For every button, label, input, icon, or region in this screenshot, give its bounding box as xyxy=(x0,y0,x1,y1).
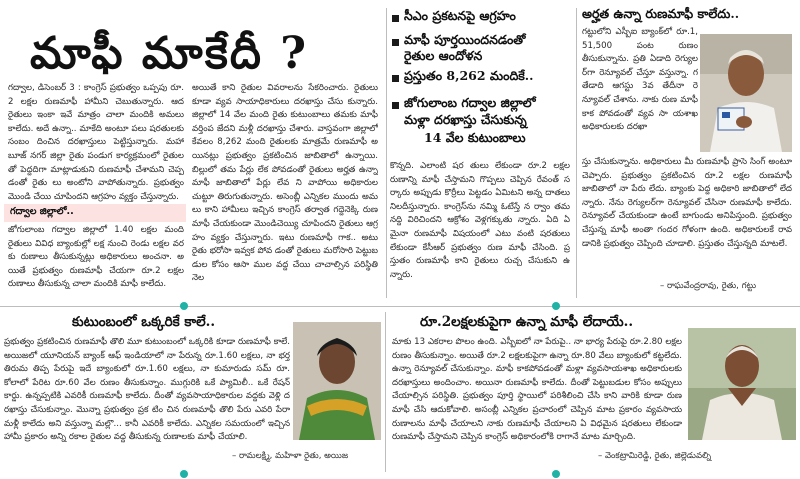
pin-icon xyxy=(552,302,560,310)
bottom-right-story-title: రూ.2లక్షలకుపైగా ఉన్నా మాఫీ లేదాయే.. xyxy=(420,314,634,330)
highlights-box xyxy=(390,6,570,166)
farmer-photo-right xyxy=(700,34,792,152)
farmer-photo-woman xyxy=(293,322,381,440)
bottom-left-story-text: ప్రభుత్వం ప్రకటించిన రుణమాఫీ తొలి మూ కుటుంబంలో ఒక్కరికి కూడా రుణమాఫీ కాలే. అయిజలో యూనియన్ బ్యాంక్ ఆఫ్ ఇండియాలో నా పేరున్న రూ.1.60 లక్షలు, నా భర్త తిరుమ తిప్ప పేరుపై ఇదే బ్యాంకులో రూ.1.60 లక్షలు, నా కుమారుడు సమ్ రూ.కోలాలో పేరిట రూ.60 వేల రుణం తీసుకున్నాం. ముగ్గురికి ఒకే ప్యామిలీ.. ఒకే రేషన్ కార్డు. ఉన్నప్పటికి ఎవరికీ రుణమాఫీ కాలేదు. దీంతో వ్యవసాయాధికారుల వద్దకు వెళ్లి దరఖాస్తు చేసుకున్నాం. మొన్నా ప్రభుత్వం ప్రక టిం చిన రుణమాఫీ తొలి పేరు ఎవరి పేరా మళ్లీ కాలేదు అని వస్తున్నా మల్లొ... కానీ ఎవరికీ కాలేదు. ఎన్నికల సమయంలో ఇచ్చిన హామీ ప్రకారం అన్ని రకాల రైతుల వద్ద తీసుకున్న రుణాలకు మాఫీ చేయాలి. xyxy=(4,337,290,443)
pin-icon xyxy=(180,302,188,310)
lead-subhead: గద్వాల జిల్లాలో.. xyxy=(10,206,74,217)
lead-paragraph: గద్వాల, డిసెంబర్ 3 : కాంగ్రెస్ ప్రభుత్వం ఒప్పపు రూ.2 లక్షల రుణమాఫీ హామీని చెబుతున్నారు. ఆద రైతులు ఇంకా ఇవే మాత్రం చాలా మందికి అమలు కాలేదు. అదే ఉన్నా.. మాకేది అంటూ పలు షరతులకు సంబం దించిన దరఖాస్తులు పెట్టిస్తున్నారు. మహా బూజ్ నగర్ జిల్లా రైతు పండుగ కార్యక్రమంలో రైతులతో పెద్దదిగా మాట్లాడుకుని రుణమాఫీ చేశామని చెప్పడంతో రైతు లు అంటోని వాపోతున్నారు. ప్రభుత్వం మొండి చేయి చూపిందని ఆగ్రహం వ్యక్తం చేస్తున్నారు. xyxy=(8,83,184,202)
highlight-3: ప్రస్తుతం 8,262 మందికే.. xyxy=(404,68,534,83)
highlight-2-line-2: రైతుల ఆందోళన xyxy=(404,48,483,63)
right-story-text-top: గట్టులోని ఎస్బీఐ బ్యాంక్‌లో రూ.1,51,500 పంట రుణం తీసుకున్నాను. ప్రతి ఏడాది రెగ్యులర్‌గా రెన్యూవల్ చేస్తూ వస్తున్నా. గ తేడాది ఆగస్టు 3వ తేదీనా రె న్యూవల్ చేశాను. నాకు రుణ మాఫీ కాక పోవడంతో వ్యవ సా యశాఖ అధికారులకు దరఖా xyxy=(582,27,698,133)
lead-paragraph-2: జోగులాంబ గద్వాల జిల్లాలో 1.40 లక్షల మంది రైతులు వివిధ బ్యాంకుల్లో లక్ష నుంచి రెండు లక్షల వరకు రుణాలు తీసుకున్నట్లు అధికారులు అంచనా. అయితే ప్రభుత్వం రుణమాఫీ చేయగా రూ.2 లక్షల రుణాలు తీసుకున్న చాలా మందికి మాఫీ కాలేదు. xyxy=(8,225,184,290)
highlight-4-line-3: 14 వేల కుటుంబాలు xyxy=(424,130,526,145)
highlight-1: సీఎం ప్రకటనపై ఆగ్రహం xyxy=(404,8,516,23)
right-story-byline: – రాఘవేంద్రరావు, రైతు, గట్టు xyxy=(660,281,757,291)
headline: మాఫీ మాకేదీ ? xyxy=(30,28,309,79)
highlight-2-line-1: మాఫీ పూర్తయిందనడంతో xyxy=(404,32,526,47)
highlight-4-line-1: జోగులాంబ గద్వాల జిల్లాలో xyxy=(404,95,536,110)
right-story-text-bottom: స్తు చేసుకున్నాను. అధికారులు మీ రుణమాఫీ ప్రాసె సింగ్ అంటూ చెప్పారు. ప్రభుత్వం ప్రకటించిన రూ.2 లక్షల రుణమాఫీ జాబితాలో నా పేరు లేదు. బ్యాంకు పెద్ద అధికారి జాబితాలో లేదన్నారు. నేను రెగ్యులర్‌గా రెన్యూవల్ చేసినా రుణమాఫీ కాలేదు. రెన్యూవల్ చేయకుండా ఉంటే బాగుండు అనిపిస్తుంది. ప్రభుత్వం చేస్తున్న మాఫీ అంతా గందర గోళంగా ఉంది. అధికారులకే రావడానికి ప్రభుత్వం చెప్పింది చూడాలి. ప్రస్తుతం చేస్తున్నది మాటలే. xyxy=(582,157,792,249)
center-lower-paragraph: కొన్నది. ఎలాంటి షర తులు లేకుండా రూ.2 లక్షల రుణాన్ని మాఫీ చేస్తామని గొప్పలు చెప్పిన రేవంత్ సర్కారు అప్పుడు కొర్రీలు పెట్టడం ఏమిటని అన్న దాతలు నిలదీస్తున్నారు. కాంగ్రెస్‌ను నమ్మి ఓటేస్తే న ర్వాం తమ నద్ది విరిచిందని ఆక్రోశం వెళ్లగక్కుతు న్నారు. ఏది ఏమైనా రుణమాఫీ విషయంలో ఎటు వంటి షరతులు లేకుండా కేసీఆర్ ప్రభుత్వం రుణ మాఫీ చేసింది. ప్రస్తుతం రుణమాఫీ కాని రైతులు రుచ్చ చేసుకుని ఉన్నారు. xyxy=(390,161,570,280)
bottom-right-story-byline: – వెంకట్రామిరెడ్డి, రైతు, జిల్లెడువల్ని xyxy=(598,451,712,461)
farmer-photo-old-man xyxy=(688,328,796,440)
highlight-4-line-2: మళ్లా దరఖాస్తు చేసుకున్న xyxy=(404,112,527,127)
pin-icon xyxy=(552,470,560,478)
right-story-title: అర్హత ఉన్నా రుణమాఫీ కాలేదు.. xyxy=(582,6,740,21)
bottom-left-story-title: కుటుంబంలో ఒక్కరికే కాలే.. xyxy=(72,314,216,330)
pin-icon xyxy=(180,470,188,478)
bottom-left-story-byline: – రామలక్ష్మి, మహిళా రైతు, అయిజ xyxy=(232,451,349,461)
bottom-right-story-text: మాకు 13 ఎకరాల పొలం ఉంది. ఎస్బీఐలో నా పేరుపై.. నా భార్య పేరుపై రూ.2.80 లక్షల రుణం తీసుకున్నాం. అయితే రూ.2 లక్షలకుపైగా ఉన్నా రూ.80 వేలు బ్యాంకులో కట్టలేదు. ఉన్నా రెన్యూవల్ చేసుకున్నాం. మాఫీ కాకపోవడంతో మళ్లా వ్యవసాయశాఖ అధికారులకు దరఖాస్తులు అందించాం. అయినా రుణమాఫీ కాలేదు. దీంతో పెట్టుబడుల కోసం అప్పులు చేయాల్సిన పరిస్థితి. ప్రభుత్వం పూర్తి స్థాయిలో పరిశీలించి చేసి కాని వారికి కూడా రుణమాఫీ చేసి ఆదుకోవాలి. అసంబ్లీ ఎన్నికల ప్రచారంలో చెప్పిన మాట ప్రకారం వ్యవసాయ రుణాలను మాఫీ చేయాలని నాకు రుణమాఫీ చేయాలని ఏ విధమైన షరతులు లేకుండా రుణమాఫీ చేస్తామని చెప్పిన కాంగ్రెస్ అధికారంలోకి రాగానే మాట మార్చింది. xyxy=(392,337,682,443)
middle-paragraph: అయితే కాని రైతుల వివరాలను సేకరించారు. రైతులు కూడా వ్యవ సాయాధికారులు దరఖాస్తు చేసు కున్నారు. జిల్లాలో 14 వేల మంది రైతు కుటుంబాలు తమకు మాఫీ వర్తింప జేదని మళ్లీ దరఖాస్తు చేశారు. వాస్తవంగా జిల్లాలో కేవలం 8,262 మంది రైతులకు మాత్రమే రుణమాఫీ అయినట్లు ప్రభుత్వం ప్రకటించిన జాబితాలో ఉన్నాయి. బిల్లులో తమ పేర్లు లేక పోవడంతో రైతులు అర్హత ఉన్నా మాఫీ జాబితాలో పేర్లు లేవ ని వాపోయి అధికారుల చుట్టూ తిరుగుతున్నారు. అసెంబ్లీ ఎన్నికల ముందు అమలు కాని హామీలు ఇచ్చిన కాంగ్రెస్ తర్వాత గద్దెనెక్కి రుణమాఫీ చేయకుండా మొండిచెయ్యి చూపిందని రైతులు ఆగ్రహం వ్యక్తం చేస్తున్నారు. ఇటు రుణమాఫీ గాక.. అటు రైతు భరోసా ఇవ్వక పోవ డంతో రైతులు మరోసారి పెట్టుబడుల కోసం ఆసా ముల వద్ద చేయి చాచాల్సిన పరిస్థితి నెల xyxy=(192,83,378,284)
